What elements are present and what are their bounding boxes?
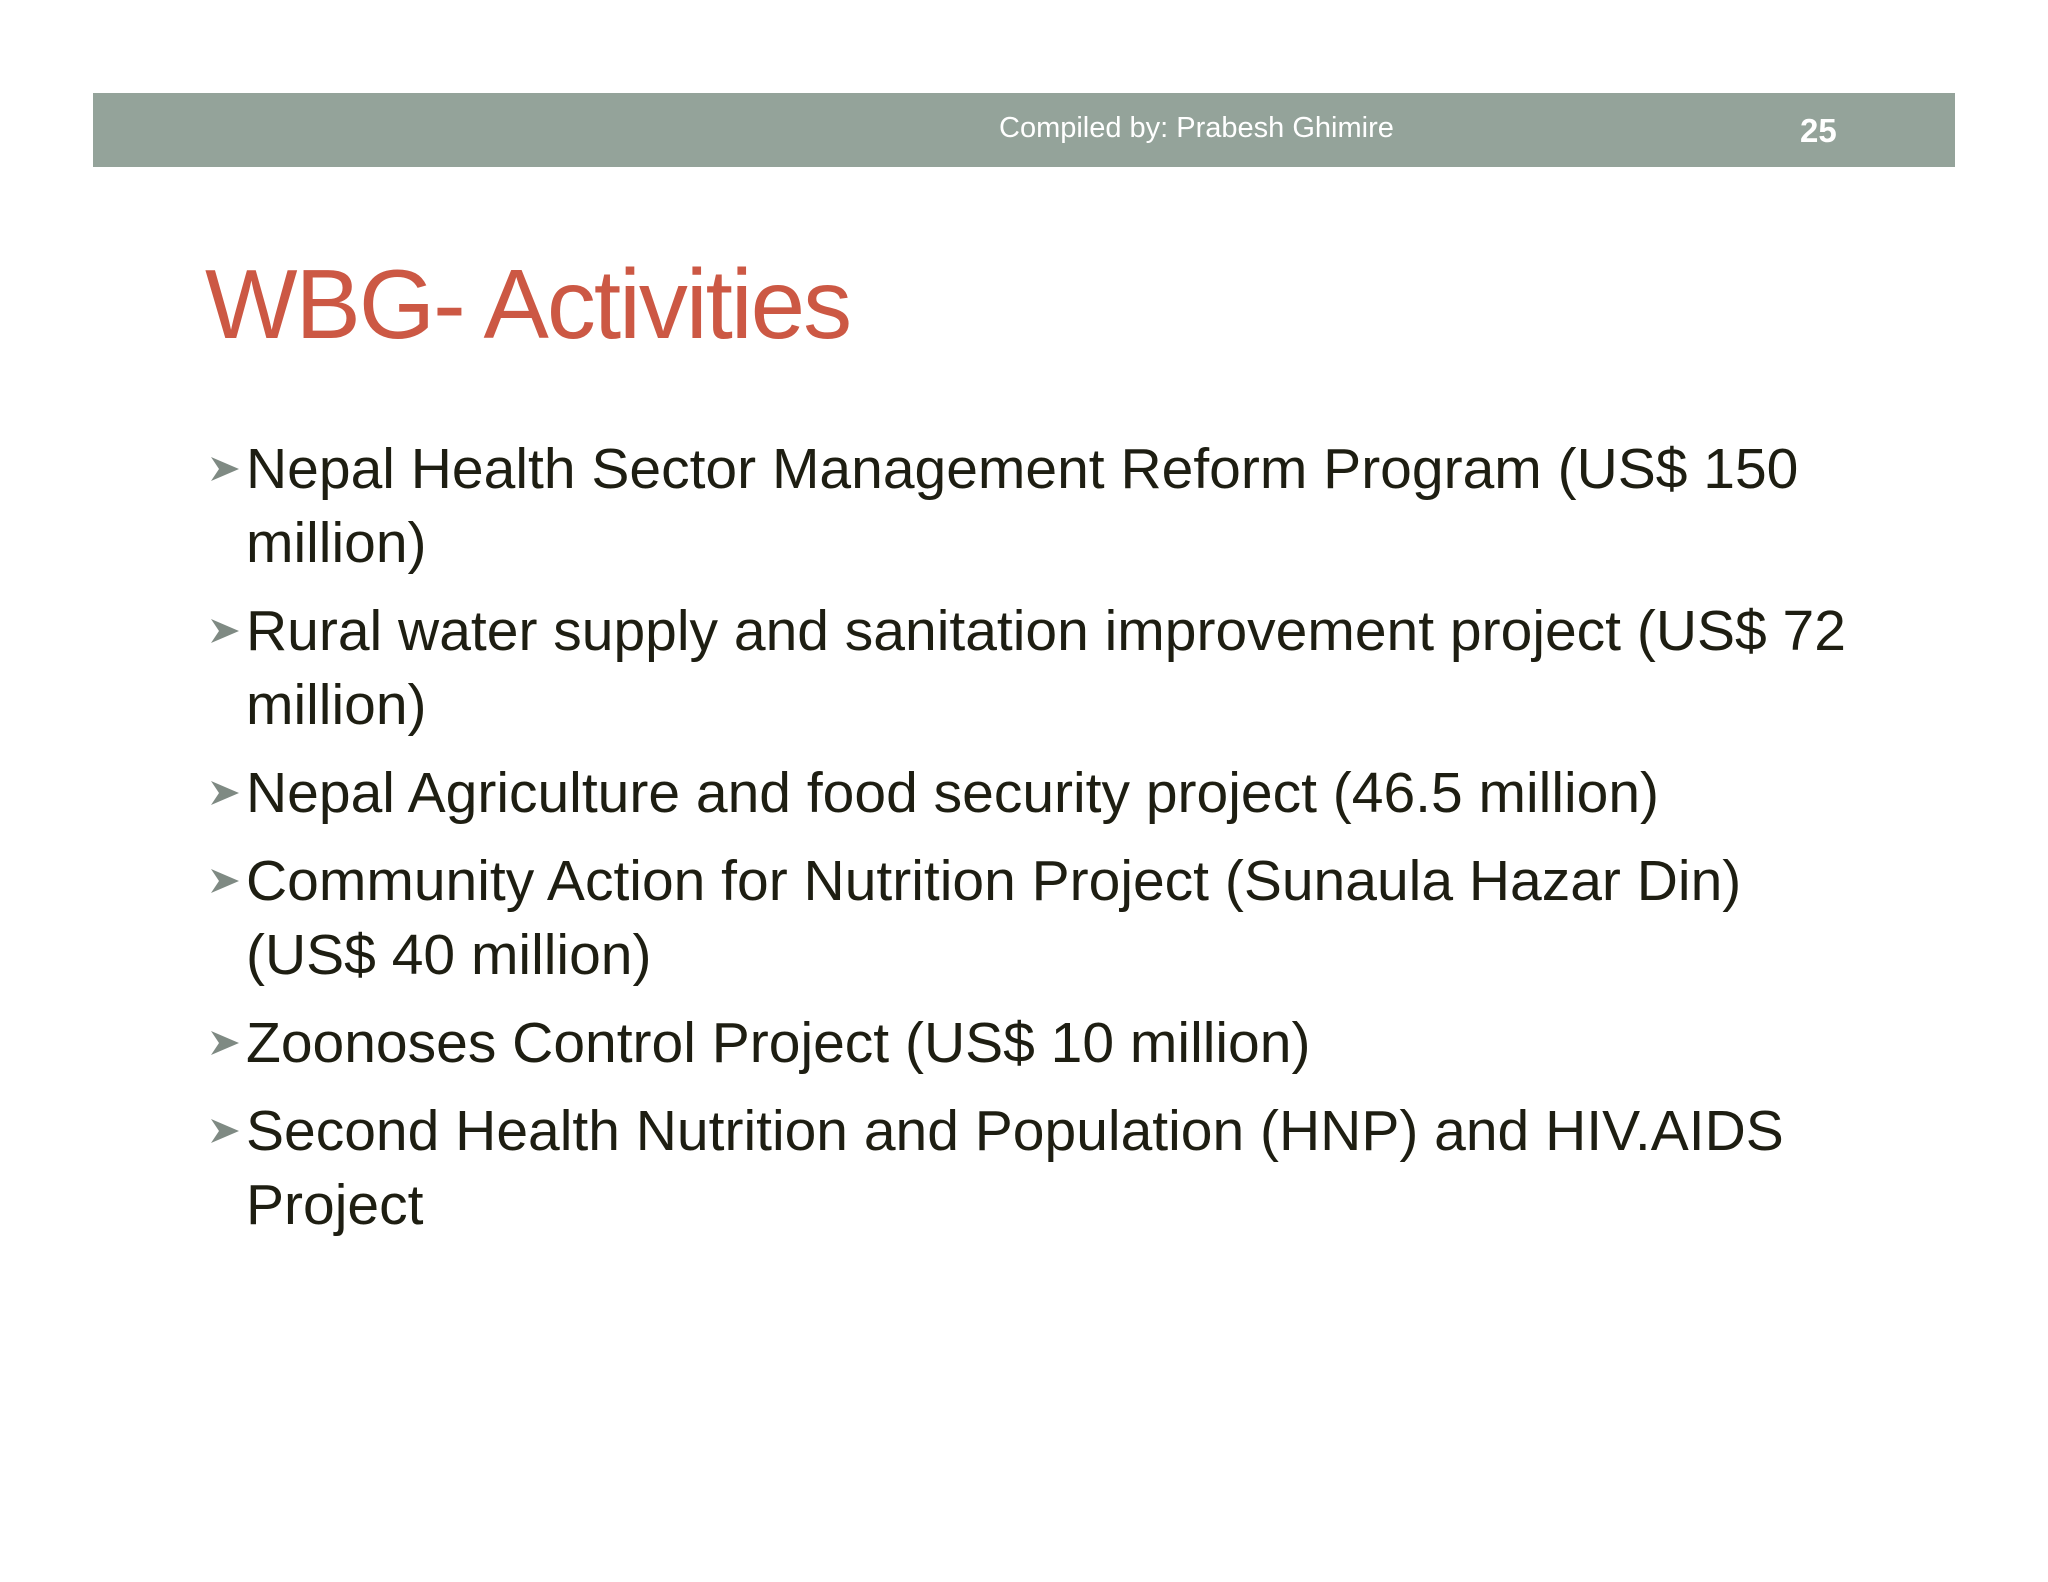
bullet-text: Nepal Health Sector Management Reform Program (US$ 150 million): [246, 437, 1799, 575]
list-item: [206, 756, 1846, 830]
arrowhead-bullet-icon: [208, 864, 242, 898]
arrowhead-bullet-icon: [208, 776, 242, 810]
list-item: [206, 432, 1846, 580]
list-item: [206, 594, 1846, 742]
arrowhead-bullet-icon: [208, 1114, 242, 1148]
list-item: [206, 844, 1846, 992]
bullet-text: Community Action for Nutrition Project (Sunaula Hazar Din) (US$ 40 million): [246, 849, 1742, 987]
bullet-text: Second Health Nutrition and Population (HNP) and HIV.AIDS Project: [246, 1099, 1784, 1237]
header-credit: Compiled by: Prabesh Ghimire: [999, 112, 1394, 144]
arrowhead-bullet-icon: [208, 452, 242, 486]
arrowhead-bullet-icon: [208, 614, 242, 648]
bullet-text: Zoonoses Control Project (US$ 10 million): [246, 1011, 1311, 1075]
list-item: [206, 1006, 1846, 1080]
bullet-list: [206, 432, 1846, 1242]
arrowhead-bullet-icon: [208, 1026, 242, 1060]
page-number: 25: [1800, 112, 1837, 149]
bullet-text: Rural water supply and sanitation improvement project (US$ 72 million): [246, 599, 1846, 737]
slide-title: WBG- Activities: [205, 249, 851, 359]
bullet-text: Nepal Agriculture and food security project (46.5 million): [246, 761, 1660, 825]
list-item: [206, 1094, 1846, 1242]
